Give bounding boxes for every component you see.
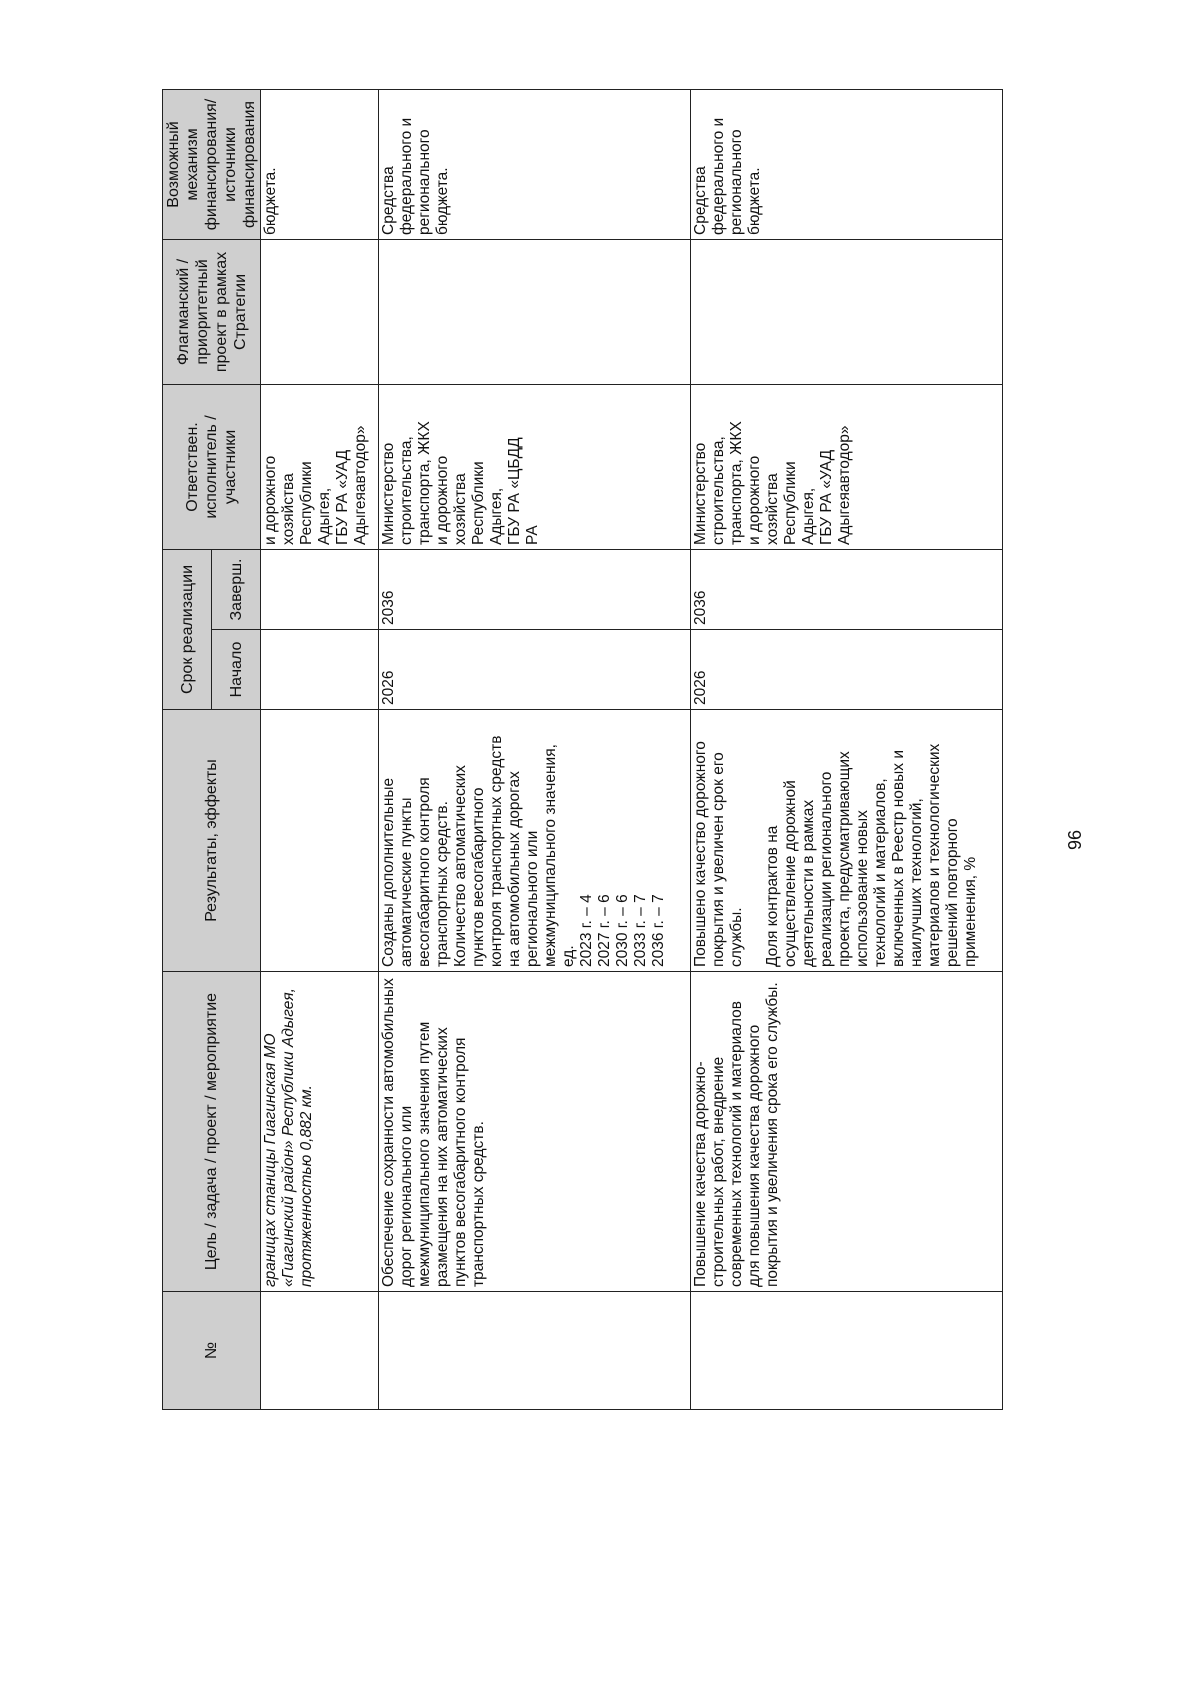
- header-responsible: Ответствен. исполнитель / участники: [163, 384, 261, 549]
- cell-num: [261, 1292, 379, 1410]
- cell-funding: Средства федерального и регионального бюджета.: [379, 89, 691, 239]
- cell-results: Созданы дополнительные автоматические пункты весогабаритного контроля транспортных средств. Количество автоматических пунктов весогабаритного контроля транспортных средств на автомобильных дорогах регионального или межмуниципального значения, ед. 2023 г. – 4 2027 г. – 6 2030 г. – 6 2033 г. – 7 2036 г. – 7: [379, 710, 691, 972]
- header-num: №: [163, 1292, 261, 1410]
- cell-goal: границах станицы Гиагинская МО «Гиагинский район» Республики Адыгея, протяженностью 0,882 км.: [261, 972, 379, 1292]
- cell-start: 2026: [379, 630, 691, 710]
- table-row: [691, 89, 1003, 1409]
- cell-results: Повышено качество дорожного покрытия и увеличен срок его службы. Доля контрактов на осуществление дорожной деятельности в рамках реализации регионального проекта, предусматривающих использование новых технологий и материалов, включенных в Реестр новых и наилучших технологий, материалов и технологических решений повторного применения, %: [691, 710, 1003, 972]
- cell-funding: Средства федерального и регионального бюджета.: [691, 89, 1003, 239]
- cell-responsible: и дорожного хозяйства Республики Адыгея, ГБУ РА «УАД Адыгеяавтодор»: [261, 384, 379, 549]
- cell-flagship: [379, 239, 691, 384]
- header-funding: Возможный механизм финансирования/ источники финансирования: [163, 89, 261, 239]
- cell-results: [261, 710, 379, 972]
- cell-start: 2026: [691, 630, 1003, 710]
- header-flagship: Флагманский / приоритетный проект в рамках Стратегии: [163, 239, 261, 384]
- cell-end: 2036: [691, 549, 1003, 629]
- cell-responsible: Министерство строительства, транспорта, ЖКХ и дорожного хозяйства Республики Адыгея, ГБУ РА «ЦБДД РА: [379, 384, 691, 549]
- cell-flagship: [691, 239, 1003, 384]
- cell-flagship: [261, 239, 379, 384]
- header-results: Результаты, эффекты: [163, 710, 261, 972]
- header-end: Заверш.: [212, 549, 261, 629]
- cell-num: [691, 1292, 1003, 1410]
- cell-funding: бюджета.: [261, 89, 379, 239]
- cell-start: [261, 630, 379, 710]
- header-start: Начало: [212, 630, 261, 710]
- cell-end: [261, 549, 379, 629]
- cell-num: [379, 1292, 691, 1410]
- cell-goal: Обеспечение сохранности автомобильных дорог регионального или межмуниципального значения путем размещения на них автоматических пунктов весогабаритного контроля транспортных средств.: [379, 972, 691, 1292]
- header-term: Срок реализации: [163, 549, 212, 709]
- page-number: 96: [1065, 829, 1085, 850]
- rotated-page: [162, 90, 1062, 1410]
- cell-responsible: Министерство строительства, транспорта, ЖКХ и дорожного хозяйства Республики Адыгея, ГБУ РА «УАД Адыгеяавтодор»: [691, 384, 1003, 549]
- cell-goal: Повышение качества дорожно-строительных работ, внедрение современных технологий и материалов для повышения качества дорожного покрытия и увеличения срока его службы.: [691, 972, 1003, 1292]
- table-row: [261, 89, 379, 1409]
- header-goal: Цель / задача / проект / мероприятие: [163, 972, 261, 1292]
- strategy-table: [162, 89, 1003, 1410]
- table-row: [379, 89, 691, 1409]
- cell-end: 2036: [379, 549, 691, 629]
- header-row: [163, 89, 212, 1409]
